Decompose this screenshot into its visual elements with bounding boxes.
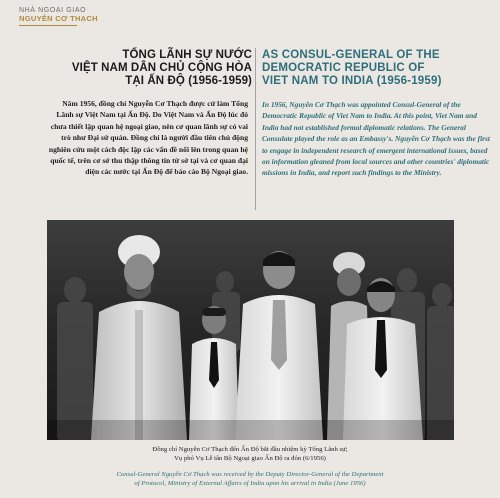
brand-line-1: NHÀ NGOẠI GIAO [19,7,87,14]
title-vi-line-1: TỔNG LÃNH SỰ NƯỚC [122,49,252,61]
title-english [262,49,492,88]
brand-line-2: NGUYỄN CƠ THẠCH [19,14,98,23]
title-en-line-2: DEMOCRATIC REPUBLIC OF [262,62,425,74]
title-en-line-3: VIET NAM TO INDIA (1956-1959) [262,75,442,87]
caption-en-line-2: of Protocol, Ministry of External Affairs of India upon his arrival in India (June 1956) [134,480,366,487]
photo-caption-english [60,470,440,488]
title-vi-line-3: TẠI ẤN ĐỘ (1956-1959) [125,75,252,87]
column-divider [255,48,256,210]
brand-logo [19,7,98,26]
historical-photo [47,220,454,440]
photo-illustration [47,220,454,440]
body-text-vietnamese: Năm 1956, đồng chí Nguyễn Cơ Thạch được cử làm Tổng Lãnh sự Việt Nam tại Ấn Độ. Do Việt Nam và Ấn Độ lúc đó chưa thiết lập quan hệ ngoại giao, nên cơ quan lãnh sự có vai trò như Đại sứ quán. Đồng chí là người đầu tiên chủ động nghiên cứu một cách độc lập các vấn đề nổi lên trong quan hệ quốc tế, trên cơ sở thu thập thông tin từ sở tại và cơ quan đại diện các nước tại Ấn Độ để báo cáo Bộ Ngoại giao. [48,99,248,177]
caption-vi-line-1: Đồng chí Nguyễn Cơ Thạch đến Ấn Độ bắt đầu nhiệm kỳ Tổng Lãnh sự; [152,446,348,453]
title-vietnamese [22,49,252,88]
photo-caption-vietnamese [60,445,440,463]
title-en-line-1: AS CONSUL-GENERAL OF THE [262,49,440,61]
title-vi-line-2: VIỆT NAM DÂN CHỦ CỘNG HÒA [71,62,252,74]
caption-en-line-1: Consul-General Nguyễn Cơ Thạch was received by the Deputy Director-General of the Department [116,471,384,478]
caption-vi-line-2: Vụ phó Vụ Lễ tân Bộ Ngoại giao Ấn Độ ra đón (6/1956) [174,455,326,462]
body-text-english: In 1956, Nguyễn Cơ Thạch was appointed Consul-General of the Democratic Republic of Viet Nam to India. At this point, Viet Nam and India had not established formal diplomatic relations. The General Consulate played the role as an Embassy's. Nguyễn Cơ Thạch was the first to engage in independent research of emergent international issues, based on information gleaned from local sources and other countries' diplomatic missions in India, and report such findings to the Ministry. [262,100,490,178]
brand-underline [19,25,77,26]
